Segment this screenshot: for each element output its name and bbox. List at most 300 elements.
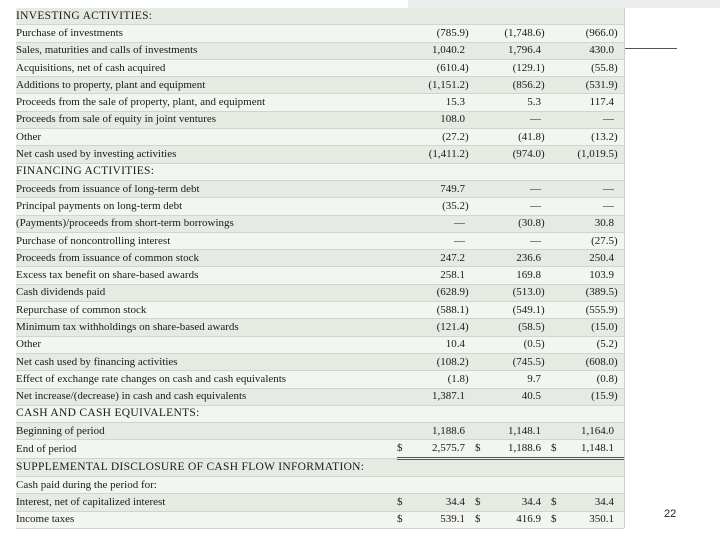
value-col-2: (129.1 xyxy=(497,59,541,76)
currency-symbol xyxy=(551,129,573,146)
paren-col-2 xyxy=(541,42,551,59)
currency-symbol: $ xyxy=(551,440,573,458)
value-col-2: 9.7 xyxy=(497,371,541,388)
value-col-3: 1,148.1 xyxy=(573,440,614,458)
value-col-1: — xyxy=(413,215,465,232)
currency-symbol xyxy=(551,59,573,76)
currency-symbol xyxy=(397,458,413,476)
value-col-1 xyxy=(413,405,465,422)
currency-symbol: $ xyxy=(551,511,573,528)
currency-symbol xyxy=(397,59,413,76)
paren-col-2: ) xyxy=(541,215,551,232)
table-row xyxy=(16,284,624,301)
paren-col-3 xyxy=(614,458,624,476)
value-col-3: (555.9 xyxy=(573,302,614,319)
paren-col-2 xyxy=(541,388,551,405)
table-row xyxy=(16,511,624,528)
table-row xyxy=(16,215,624,232)
value-col-1: (27.2 xyxy=(413,129,465,146)
value-col-1: 10.4 xyxy=(413,336,465,353)
table-row xyxy=(16,146,624,163)
paren-col-1 xyxy=(465,423,475,440)
paren-col-3 xyxy=(614,163,624,180)
currency-symbol xyxy=(475,77,497,94)
value-col-3: 350.1 xyxy=(573,511,614,528)
value-col-2 xyxy=(497,477,541,494)
currency-symbol xyxy=(475,405,497,422)
row-label: Proceeds from the sale of property, plant, and equipment xyxy=(16,94,397,111)
paren-col-3: ) xyxy=(614,77,624,94)
table-row xyxy=(16,319,624,336)
currency-symbol xyxy=(551,353,573,370)
currency-symbol xyxy=(551,42,573,59)
table-row xyxy=(16,180,624,197)
value-col-2 xyxy=(497,8,541,25)
row-label: CASH AND CASH EQUIVALENTS: xyxy=(16,405,397,422)
row-label: Other xyxy=(16,336,397,353)
currency-symbol xyxy=(551,8,573,25)
currency-symbol xyxy=(397,198,413,215)
table-row xyxy=(16,371,624,388)
paren-col-2 xyxy=(541,477,551,494)
paren-col-2 xyxy=(541,180,551,197)
value-col-2: — xyxy=(497,180,541,197)
paren-col-1: ) xyxy=(465,319,475,336)
row-label: Purchase of noncontrolling interest xyxy=(16,232,397,249)
paren-col-2 xyxy=(541,494,551,511)
row-label: Acquisitions, net of cash acquired xyxy=(16,59,397,76)
paren-col-2: ) xyxy=(541,77,551,94)
value-col-3: (1,019.5 xyxy=(573,146,614,163)
paren-col-2 xyxy=(541,423,551,440)
value-col-2: 40.5 xyxy=(497,388,541,405)
row-label: INVESTING ACTIVITIES: xyxy=(16,8,397,25)
table-row xyxy=(16,232,624,249)
page-number: 22 xyxy=(664,508,677,520)
currency-symbol xyxy=(551,198,573,215)
cash-flow-rows xyxy=(16,8,624,528)
paren-col-1 xyxy=(465,8,475,25)
row-label: (Payments)/proceeds from short-term borrowings xyxy=(16,215,397,232)
statement-right-border xyxy=(624,8,625,528)
paren-col-1 xyxy=(465,163,475,180)
currency-symbol xyxy=(397,111,413,128)
value-col-1: (1.8 xyxy=(413,371,465,388)
paren-col-2: ) xyxy=(541,129,551,146)
table-row xyxy=(16,129,624,146)
paren-col-2 xyxy=(541,94,551,111)
currency-symbol xyxy=(551,163,573,180)
value-col-2: — xyxy=(497,198,541,215)
value-col-1: (610.4 xyxy=(413,59,465,76)
section-header-row xyxy=(16,458,624,476)
paren-col-3: ) xyxy=(614,336,624,353)
paren-col-2: ) xyxy=(541,319,551,336)
currency-symbol xyxy=(475,284,497,301)
value-col-1: 15.3 xyxy=(413,94,465,111)
currency-symbol xyxy=(397,284,413,301)
paren-col-1 xyxy=(465,405,475,422)
paren-col-2: ) xyxy=(541,146,551,163)
value-col-3: (531.9 xyxy=(573,77,614,94)
currency-symbol xyxy=(397,146,413,163)
value-col-1: — xyxy=(413,232,465,249)
paren-col-3 xyxy=(614,511,624,528)
value-col-2: 34.4 xyxy=(497,494,541,511)
value-col-2: (41.8 xyxy=(497,129,541,146)
value-col-3: 430.0 xyxy=(573,42,614,59)
paren-col-1: ) xyxy=(465,353,475,370)
table-row xyxy=(16,59,624,76)
paren-col-2: ) xyxy=(541,353,551,370)
value-col-1: (121.4 xyxy=(413,319,465,336)
row-label: Proceeds from issuance of common stock xyxy=(16,250,397,267)
paren-col-1: ) xyxy=(465,198,475,215)
currency-symbol xyxy=(397,8,413,25)
currency-symbol xyxy=(397,129,413,146)
paren-col-3: ) xyxy=(614,388,624,405)
section-header-row xyxy=(16,163,624,180)
value-col-3: — xyxy=(573,111,614,128)
paren-col-1 xyxy=(465,94,475,111)
currency-symbol xyxy=(475,371,497,388)
value-col-3: — xyxy=(573,180,614,197)
currency-symbol xyxy=(551,250,573,267)
paren-col-1 xyxy=(465,477,475,494)
slide-accent-bar xyxy=(408,0,720,8)
paren-col-1: ) xyxy=(465,129,475,146)
currency-symbol xyxy=(551,267,573,284)
currency-symbol: $ xyxy=(397,440,413,458)
currency-symbol xyxy=(397,215,413,232)
value-col-2: — xyxy=(497,232,541,249)
value-col-3: (13.2 xyxy=(573,129,614,146)
row-label: Sales, maturities and calls of investments xyxy=(16,42,397,59)
paren-col-3 xyxy=(614,267,624,284)
paren-col-1 xyxy=(465,494,475,511)
value-col-1: (628.9 xyxy=(413,284,465,301)
value-col-2: (549.1 xyxy=(497,302,541,319)
value-col-1: 247.2 xyxy=(413,250,465,267)
row-label: Proceeds from sale of equity in joint ventures xyxy=(16,111,397,128)
paren-col-2: ) xyxy=(541,25,551,42)
value-col-3 xyxy=(573,477,614,494)
table-row xyxy=(16,198,624,215)
row-label: Cash dividends paid xyxy=(16,284,397,301)
table-row xyxy=(16,267,624,284)
paren-col-2 xyxy=(541,8,551,25)
currency-symbol xyxy=(475,215,497,232)
currency-symbol xyxy=(475,129,497,146)
value-col-2: (0.5 xyxy=(497,336,541,353)
section-header-row xyxy=(16,8,624,25)
paren-col-1: ) xyxy=(465,146,475,163)
currency-symbol xyxy=(475,8,497,25)
paren-col-1 xyxy=(465,42,475,59)
value-col-2: (974.0 xyxy=(497,146,541,163)
row-label: End of period xyxy=(16,440,397,458)
paren-col-3 xyxy=(614,8,624,25)
paren-col-3 xyxy=(614,180,624,197)
value-col-2: 1,188.6 xyxy=(497,440,541,458)
currency-symbol xyxy=(397,353,413,370)
paren-col-1 xyxy=(465,458,475,476)
value-col-2: 1,148.1 xyxy=(497,423,541,440)
row-label: Beginning of period xyxy=(16,423,397,440)
value-col-3: (5.2 xyxy=(573,336,614,353)
paren-col-1 xyxy=(465,215,475,232)
row-label: FINANCING ACTIVITIES: xyxy=(16,163,397,180)
table-row xyxy=(16,353,624,370)
currency-symbol xyxy=(475,388,497,405)
paren-col-1 xyxy=(465,111,475,128)
row-label: Purchase of investments xyxy=(16,25,397,42)
currency-symbol xyxy=(475,477,497,494)
paren-col-2 xyxy=(541,511,551,528)
currency-symbol xyxy=(475,336,497,353)
currency-symbol xyxy=(397,302,413,319)
currency-symbol xyxy=(475,180,497,197)
paren-col-3 xyxy=(614,405,624,422)
value-col-1 xyxy=(413,477,465,494)
paren-col-3: ) xyxy=(614,59,624,76)
paren-col-1 xyxy=(465,388,475,405)
row-label: Net cash used by financing activities xyxy=(16,353,397,370)
value-col-3: 103.9 xyxy=(573,267,614,284)
paren-col-1 xyxy=(465,511,475,528)
currency-symbol xyxy=(475,25,497,42)
currency-symbol xyxy=(397,163,413,180)
value-col-2: (58.5 xyxy=(497,319,541,336)
table-row xyxy=(16,388,624,405)
paren-col-1 xyxy=(465,250,475,267)
currency-symbol xyxy=(475,146,497,163)
paren-col-3 xyxy=(614,440,624,458)
table-row xyxy=(16,494,624,511)
paren-col-1: ) xyxy=(465,77,475,94)
paren-col-1: ) xyxy=(465,59,475,76)
value-col-3: 1,164.0 xyxy=(573,423,614,440)
paren-col-1 xyxy=(465,232,475,249)
paren-col-2 xyxy=(541,198,551,215)
row-label: Interest, net of capitalized interest xyxy=(16,494,397,511)
paren-col-1 xyxy=(465,180,475,197)
row-label: Cash paid during the period for: xyxy=(16,477,397,494)
currency-symbol xyxy=(397,94,413,111)
currency-symbol: $ xyxy=(475,494,497,511)
currency-symbol xyxy=(475,163,497,180)
currency-symbol: $ xyxy=(397,511,413,528)
table-row xyxy=(16,111,624,128)
currency-symbol xyxy=(551,146,573,163)
currency-symbol xyxy=(475,458,497,476)
paren-col-2 xyxy=(541,250,551,267)
value-col-1: 34.4 xyxy=(413,494,465,511)
currency-symbol: $ xyxy=(475,511,497,528)
paren-col-3: ) xyxy=(614,232,624,249)
paren-col-1: ) xyxy=(465,371,475,388)
currency-symbol xyxy=(551,77,573,94)
currency-symbol xyxy=(551,94,573,111)
currency-symbol xyxy=(397,250,413,267)
table-row xyxy=(16,94,624,111)
currency-symbol xyxy=(551,423,573,440)
value-col-1 xyxy=(413,8,465,25)
table-row xyxy=(16,77,624,94)
value-col-3: 250.4 xyxy=(573,250,614,267)
value-col-3: (55.8 xyxy=(573,59,614,76)
currency-symbol xyxy=(551,215,573,232)
value-col-3: 34.4 xyxy=(573,494,614,511)
paren-col-2: ) xyxy=(541,302,551,319)
row-label: Effect of exchange rate changes on cash and cash equivalents xyxy=(16,371,397,388)
currency-symbol xyxy=(397,388,413,405)
currency-symbol xyxy=(475,59,497,76)
value-col-1: 108.0 xyxy=(413,111,465,128)
paren-col-1 xyxy=(465,440,475,458)
paren-col-2: ) xyxy=(541,336,551,353)
currency-symbol xyxy=(475,250,497,267)
currency-symbol xyxy=(397,25,413,42)
value-col-3 xyxy=(573,458,614,476)
value-col-3: 117.4 xyxy=(573,94,614,111)
currency-symbol xyxy=(397,77,413,94)
table-row xyxy=(16,440,624,458)
value-col-2 xyxy=(497,163,541,180)
value-col-1 xyxy=(413,458,465,476)
value-col-1 xyxy=(413,163,465,180)
currency-symbol xyxy=(397,405,413,422)
value-col-2: (1,748.6 xyxy=(497,25,541,42)
currency-symbol xyxy=(475,198,497,215)
currency-symbol xyxy=(551,25,573,42)
value-col-3: (0.8 xyxy=(573,371,614,388)
paren-col-3: ) xyxy=(614,302,624,319)
currency-symbol xyxy=(475,353,497,370)
paren-col-3 xyxy=(614,250,624,267)
paren-col-3 xyxy=(614,111,624,128)
currency-symbol xyxy=(551,405,573,422)
section-header-row xyxy=(16,405,624,422)
paren-col-1 xyxy=(465,336,475,353)
paren-col-3: ) xyxy=(614,129,624,146)
row-label: Net cash used by investing activities xyxy=(16,146,397,163)
table-row xyxy=(16,423,624,440)
currency-symbol xyxy=(475,94,497,111)
currency-symbol xyxy=(475,267,497,284)
table-row xyxy=(16,25,624,42)
currency-symbol xyxy=(551,458,573,476)
currency-symbol xyxy=(397,336,413,353)
currency-symbol: $ xyxy=(551,494,573,511)
paren-col-2 xyxy=(541,405,551,422)
paren-col-3: ) xyxy=(614,371,624,388)
currency-symbol xyxy=(475,111,497,128)
value-col-2: (745.5 xyxy=(497,353,541,370)
currency-symbol xyxy=(551,180,573,197)
currency-symbol xyxy=(551,477,573,494)
value-col-1: (35.2 xyxy=(413,198,465,215)
paren-col-2: ) xyxy=(541,284,551,301)
currency-symbol xyxy=(397,267,413,284)
value-col-1: (588.1 xyxy=(413,302,465,319)
table-row xyxy=(16,302,624,319)
value-col-1: 258.1 xyxy=(413,267,465,284)
currency-symbol xyxy=(551,111,573,128)
table-row xyxy=(16,336,624,353)
paren-col-3 xyxy=(614,477,624,494)
row-label: Proceeds from issuance of long-term debt xyxy=(16,180,397,197)
value-col-2: 236.6 xyxy=(497,250,541,267)
value-col-2: 169.8 xyxy=(497,267,541,284)
paren-col-3: ) xyxy=(614,146,624,163)
value-col-2: 1,796.4 xyxy=(497,42,541,59)
value-col-1: 539.1 xyxy=(413,511,465,528)
paren-col-1: ) xyxy=(465,302,475,319)
currency-symbol xyxy=(397,180,413,197)
value-col-3: (389.5 xyxy=(573,284,614,301)
paren-col-3: ) xyxy=(614,319,624,336)
value-col-3: (15.9 xyxy=(573,388,614,405)
paren-col-3 xyxy=(614,198,624,215)
row-label: Excess tax benefit on share-based awards xyxy=(16,267,397,284)
value-col-2 xyxy=(497,405,541,422)
value-col-3: (966.0 xyxy=(573,25,614,42)
table-row xyxy=(16,42,624,59)
paren-col-3: ) xyxy=(614,353,624,370)
paren-col-2 xyxy=(541,267,551,284)
value-col-2: 416.9 xyxy=(497,511,541,528)
currency-symbol: $ xyxy=(397,494,413,511)
currency-symbol xyxy=(397,232,413,249)
currency-symbol xyxy=(551,284,573,301)
paren-col-2: ) xyxy=(541,59,551,76)
currency-symbol xyxy=(397,423,413,440)
currency-symbol xyxy=(397,42,413,59)
value-col-1: (785.9 xyxy=(413,25,465,42)
decorative-rule xyxy=(625,48,677,49)
currency-symbol xyxy=(475,232,497,249)
paren-col-3 xyxy=(614,42,624,59)
currency-symbol xyxy=(551,336,573,353)
currency-symbol xyxy=(551,319,573,336)
value-col-3 xyxy=(573,405,614,422)
paren-col-3: ) xyxy=(614,284,624,301)
value-col-3: (15.0 xyxy=(573,319,614,336)
row-label: Net increase/(decrease) in cash and cash equivalents xyxy=(16,388,397,405)
currency-symbol: $ xyxy=(475,440,497,458)
row-label: Income taxes xyxy=(16,511,397,528)
value-col-1: 1,387.1 xyxy=(413,388,465,405)
value-col-3 xyxy=(573,8,614,25)
row-label: Principal payments on long-term debt xyxy=(16,198,397,215)
value-col-3: (27.5 xyxy=(573,232,614,249)
value-col-2: (513.0 xyxy=(497,284,541,301)
value-col-2: — xyxy=(497,111,541,128)
currency-symbol xyxy=(551,302,573,319)
currency-symbol xyxy=(475,319,497,336)
value-col-1: (108.2 xyxy=(413,353,465,370)
paren-col-3 xyxy=(614,215,624,232)
value-col-1: (1,151.2 xyxy=(413,77,465,94)
row-label: Minimum tax withholdings on share-based awards xyxy=(16,319,397,336)
value-col-3: 30.8 xyxy=(573,215,614,232)
currency-symbol xyxy=(397,319,413,336)
paren-col-3 xyxy=(614,94,624,111)
value-col-2: (856.2 xyxy=(497,77,541,94)
paren-col-1: ) xyxy=(465,25,475,42)
table-row xyxy=(16,250,624,267)
